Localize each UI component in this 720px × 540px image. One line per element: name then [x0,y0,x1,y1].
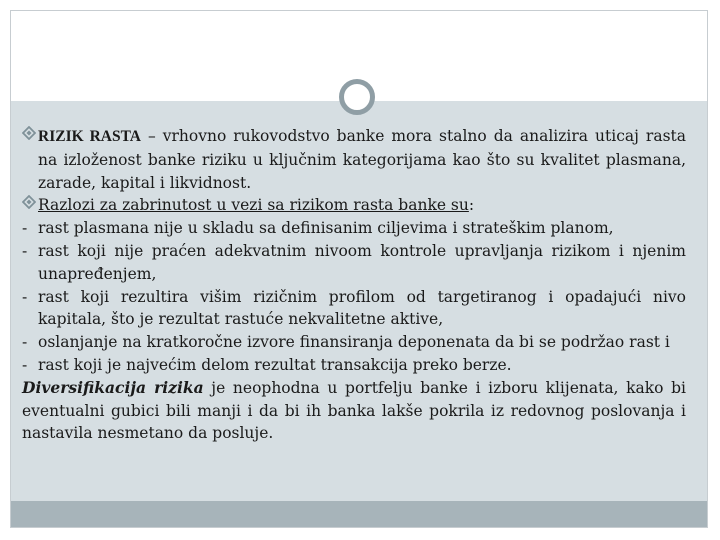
reasons-heading-colon: : [468,196,475,215]
intro-paragraph [22,125,686,194]
decorative-ring-icon [339,79,375,115]
dash-marker: - [22,333,28,352]
reason-item [22,354,686,377]
reasons-heading-text: Razlozi za zabrinutost u vezi sa rizikom rasta banke su [38,196,469,215]
reason-item [22,331,686,354]
reason-text: rast koji je najvećim delom rezultat transakcija preko berze. [38,355,512,374]
dash-marker: - [22,241,28,260]
dash-marker: - [22,219,28,238]
slide-body [22,125,686,445]
reason-text: rast koji rezultira višim rizičnim profilom od targetiranog i opadajući nivo kapitala, što je rezultat rastuće nekvalitetne aktive, [38,287,686,329]
intro-text: – vrhovno rukovodstvo banke mora stalno da analizira uticaj rasta na izloženost banke riziku u ključnim kategorijama kao što su kvalitet plasmana, zarade, kapital i likvidnost. [38,127,686,192]
slide-footer-band [11,501,707,527]
reason-item [22,286,686,332]
closing-paragraph [22,377,686,445]
reason-item [22,240,686,286]
dash-marker: - [22,287,28,306]
reason-item [22,217,686,240]
dash-marker: - [22,355,28,374]
reason-text: rast koji nije praćen adekvatnim nivoom kontrole upravljanja rizikom i njenim unapređenjem, [38,241,686,283]
closing-text: je neophodna u portfelju banke i izboru klijenata, kako bi eventualni gubici bili manji i da bi ih banka lakše pokrila iz redovnog poslovanja i nastavila nesmetano da posluje. [22,378,687,443]
reasons-heading [22,194,686,217]
hollow-diamond-icon [22,195,36,209]
intro-term: RIZIK RASTA [38,128,141,145]
hollow-diamond-icon [22,126,36,140]
reason-text: oslanjanje na kratkoročne izvore finansiranja deponenata da bi se podržao rast i [38,333,670,352]
reason-text: rast plasmana nije u skladu sa definisanim ciljevima i strateškim planom, [38,219,614,238]
closing-term: Diversifikacija rizika [22,377,204,397]
